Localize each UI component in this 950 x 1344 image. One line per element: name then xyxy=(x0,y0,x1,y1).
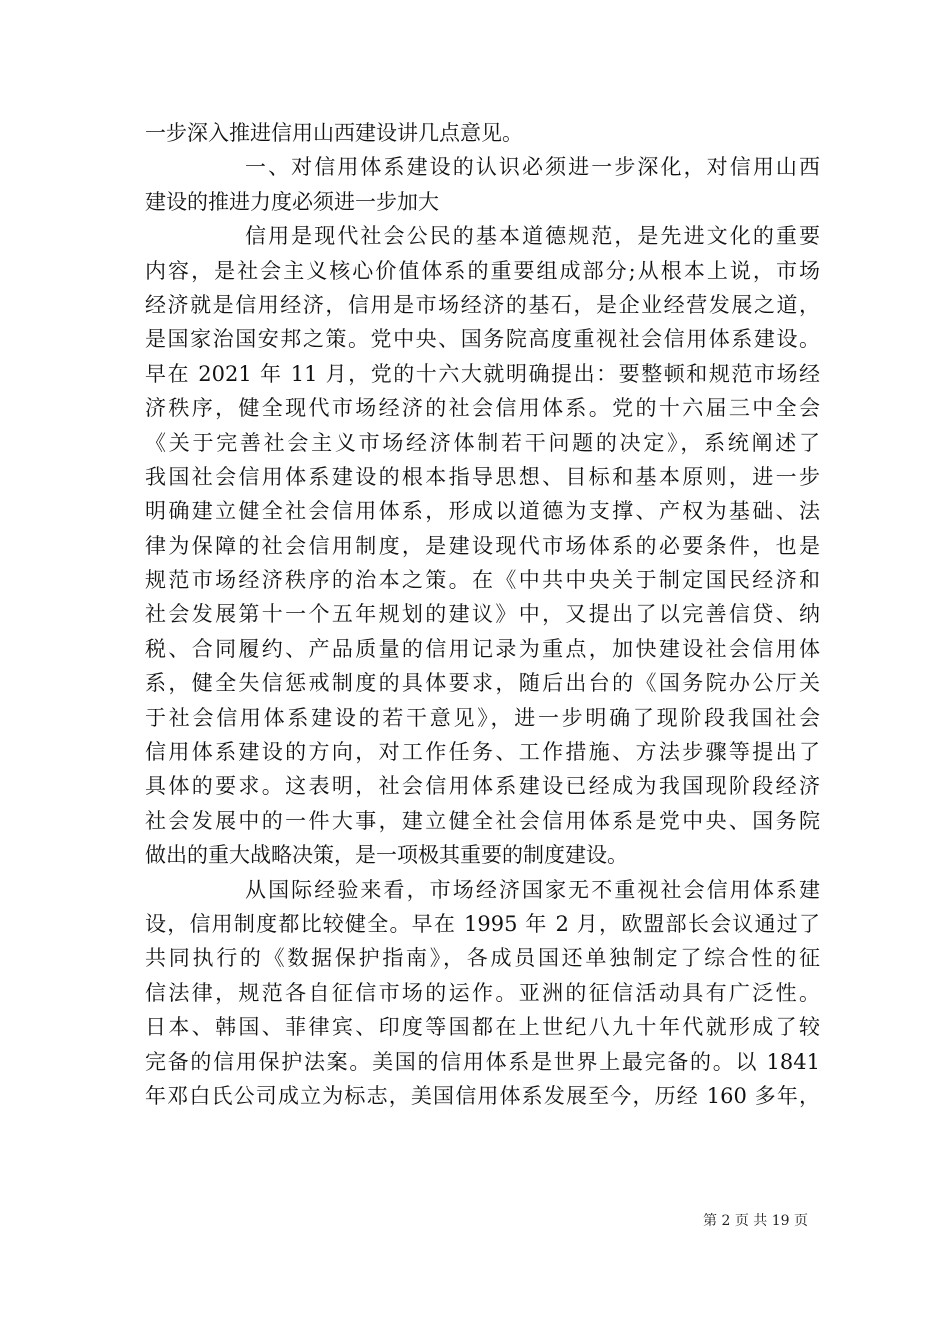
text-line: 是国家治国安邦之策。党中央、国务院高度重视社会信用体系建设。 xyxy=(145,327,820,352)
text-line: 具体的要求。这表明，社会信用体系建设已经成为我国现阶段经济 xyxy=(145,774,820,799)
text-line: 建设的推进力度必须进一步加大 xyxy=(145,189,439,214)
text-line: 日本、韩国、菲律宾、印度等国都在上世纪八九十年代就形成了较 xyxy=(145,1015,820,1040)
text-line: 信法律，规范各自征信市场的运作。亚洲的征信活动具有广泛性。 xyxy=(145,980,820,1005)
text-line: 年邓白氏公司成立为标志，美国信用体系发展至今，历经 160 多年， xyxy=(145,1083,820,1108)
text-line: 经济就是信用经济，信用是市场经济的基石，是企业经营发展之道， xyxy=(145,292,820,317)
text-line: 一步深入推进信用山西建设讲几点意见。 xyxy=(145,121,523,145)
text-line: 一、对信用体系建设的认识必须进一步深化，对信用山西 xyxy=(245,155,820,180)
text-line: 社会发展中的一件大事，建立健全社会信用体系是党中央、国务院 xyxy=(145,808,820,833)
text-line: 信用体系建设的方向，对工作任务、工作措施、方法步骤等提出了 xyxy=(145,740,820,765)
text-line: 规范市场经济秩序的治本之策。在《中共中央关于制定国民经济和 xyxy=(145,568,820,593)
page-number: 第 2 页 共 19 页 xyxy=(703,1213,808,1229)
text-line: 共同执行的《数据保护指南》，各成员国还单独制定了综合性的征 xyxy=(145,946,820,971)
text-line: 律为保障的社会信用制度，是建设现代市场体系的必要条件，也是 xyxy=(145,533,820,558)
text-line: 我国社会信用体系建设的根本指导思想、目标和基本原则，进一步 xyxy=(145,464,820,489)
text-line: 《关于完善社会主义市场经济体制若干问题的决定》，系统阐述了 xyxy=(145,430,820,455)
text-line: 信用是现代社会公民的基本道德规范，是先进文化的重要 xyxy=(245,224,820,249)
text-line: 明确建立健全社会信用体系，形成以道德为支撑、产权为基础、法 xyxy=(145,499,820,524)
text-line: 完备的信用保护法案。美国的信用体系是世界上最完备的。以 1841 xyxy=(145,1049,820,1074)
text-line: 从国际经验来看，市场经济国家无不重视社会信用体系建 xyxy=(245,877,820,902)
text-line: 系，健全失信惩戒制度的具体要求，随后出台的《国务院办公厅关 xyxy=(145,671,820,696)
text-line: 做出的重大战略决策，是一项极其重要的制度建设。 xyxy=(145,843,628,868)
document-body xyxy=(145,116,820,1113)
text-line: 税、合同履约、产品质量的信用记录为重点，加快建设社会信用体 xyxy=(145,636,820,661)
text-line: 早在 2021 年 11 月，党的十六大就明确提出：要整顿和规范市场经 xyxy=(145,361,820,386)
text-line: 济秩序，健全现代市场经济的社会信用体系。党的十六届三中全会 xyxy=(145,396,820,421)
text-line: 设，信用制度都比较健全。早在 1995 年 2 月，欧盟部长会议通过了 xyxy=(145,911,820,936)
text-line: 社会发展第十一个五年规划的建议》中，又提出了以完善信贷、纳 xyxy=(145,602,820,627)
text-line: 于社会信用体系建设的若干意见》，进一步明确了现阶段我国社会 xyxy=(145,705,820,730)
text-line: 内容，是社会主义核心价值体系的重要组成部分;从根本上说，市场 xyxy=(145,258,820,283)
